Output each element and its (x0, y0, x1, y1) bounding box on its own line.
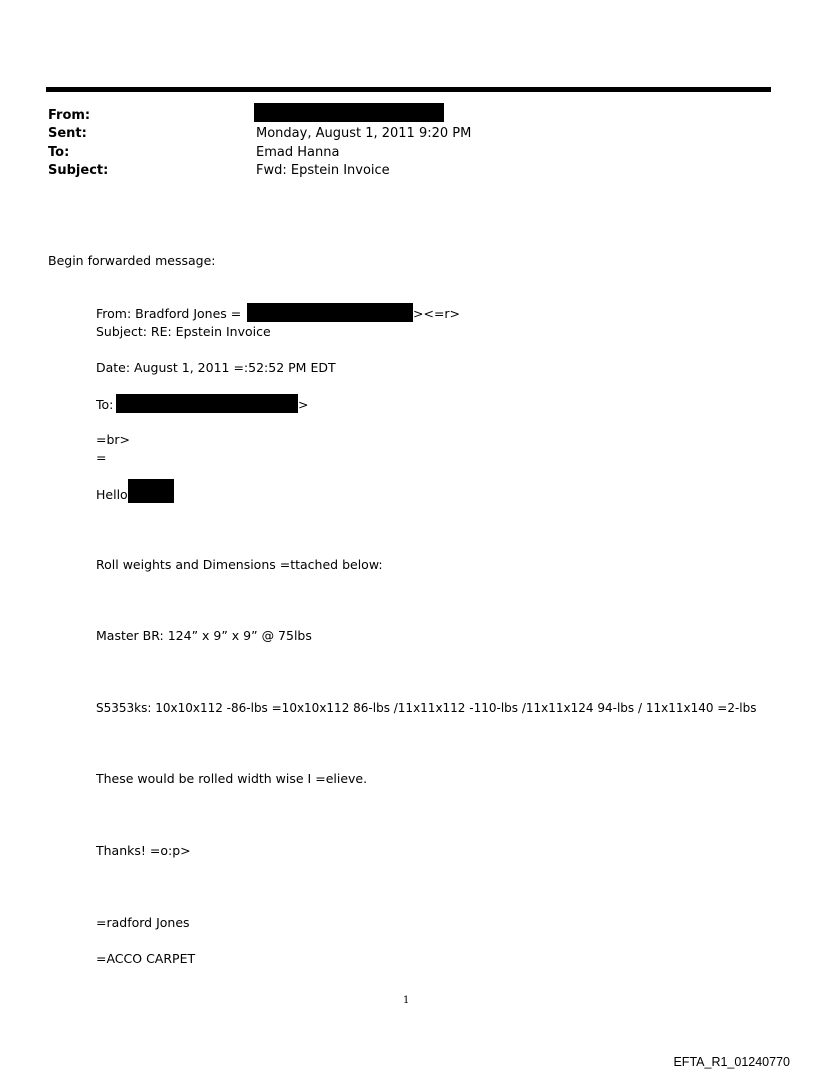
rolled-line: These would be rolled width wise I =elieve. (96, 771, 368, 786)
fwd-from-suffix: ><=r> (413, 306, 461, 321)
redaction-block (254, 103, 444, 122)
sent-label: Sent: (48, 126, 87, 141)
subject-value: Fwd: Epstein Invoice (256, 163, 390, 178)
eq-line: = (96, 450, 107, 465)
from-label: From: (48, 108, 91, 123)
signature-company: =ACCO CARPET (96, 951, 196, 966)
thanks-line: Thanks! =o:p> (96, 843, 191, 858)
s5353-line: S5353ks: 10x10x112 -86-lbs =10x10x112 86-lbs /11x11x112 -110-lbs /11x11x124 94-lbs / 11x11x140 =2-lbs (96, 701, 757, 715)
to-label: To: (48, 145, 70, 160)
fwd-subject: Subject: RE: Epstein Invoice (96, 324, 271, 339)
fwd-date: Date: August 1, 2011 =:52:52 PM EDT (96, 360, 336, 375)
sent-value: Monday, August 1, 2011 9:20 PM (256, 126, 472, 141)
fwd-to-suffix: > (298, 397, 309, 412)
page-number: 1 (403, 995, 410, 1006)
roll-weights-line: Roll weights and Dimensions =ttached below: (96, 557, 383, 572)
br-line: =br> (96, 432, 131, 447)
fwd-to-prefix: To: (96, 397, 114, 412)
greeting: Hello (96, 487, 128, 502)
redaction-block (116, 394, 298, 413)
header-rule (46, 87, 771, 92)
redaction-block (247, 303, 413, 322)
signature-name: =radford Jones (96, 915, 190, 930)
subject-label: Subject: (48, 163, 109, 178)
redaction-block (128, 479, 174, 503)
to-value: Emad Hanna (256, 145, 340, 160)
forward-intro: Begin forwarded message: (48, 253, 216, 268)
fwd-from-prefix: From: Bradford Jones = (96, 306, 242, 321)
document-id: EFTA_R1_01240770 (673, 1055, 790, 1069)
master-br-line: Master BR: 124” x 9” x 9” @ 75lbs (96, 628, 312, 643)
